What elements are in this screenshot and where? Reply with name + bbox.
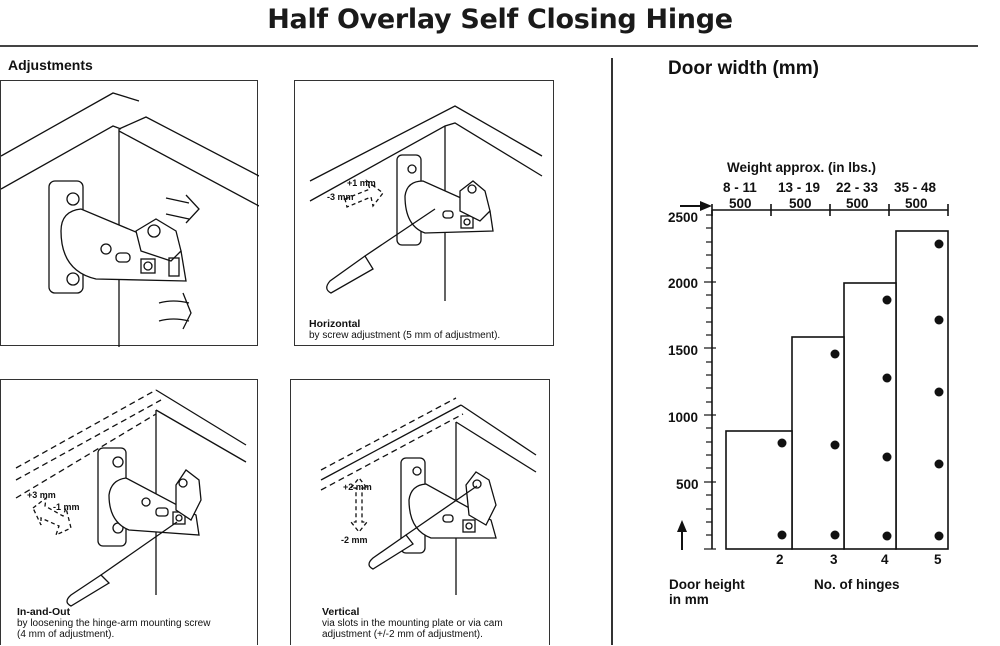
chart-title: Door width (mm) — [668, 58, 819, 79]
vertical-minus-label: -2 mm — [341, 535, 368, 545]
in-and-out-caption-title: In-and-Out — [17, 606, 71, 618]
weight-range-1: 8 - 11 — [723, 180, 757, 195]
weight-range-2: 13 - 19 — [778, 180, 821, 195]
y-tick-500: 500 — [676, 477, 699, 492]
x-axis-label: No. of hinges — [814, 577, 900, 592]
vertical-plus-label: +2 mm — [343, 482, 372, 492]
width-col-2: 500 — [789, 196, 812, 211]
weight-header: Weight approx. (in lbs.) — [727, 160, 877, 175]
y-axis-label — [669, 577, 745, 607]
y-tick-2500: 2500 — [668, 210, 699, 225]
weight-range-3: 22 - 33 — [836, 180, 879, 195]
y-axis-label-line1: Door height — [669, 577, 745, 592]
vertical-caption-line1: via slots in the mounting plate or via cam — [322, 618, 503, 629]
in-and-out-caption — [17, 607, 210, 640]
vertical-caption-title: Vertical — [322, 606, 360, 618]
in-and-out-caption-line1: by loosening the hinge-arm mounting screw — [17, 618, 211, 629]
right-arrow-icon — [680, 201, 712, 211]
vertical-caption — [322, 607, 503, 640]
width-col-1: 500 — [729, 196, 752, 211]
page-title: Half Overlay Self Closing Hinge — [267, 4, 733, 35]
horizontal-minus-label: -3 mm — [327, 192, 354, 202]
vertical-caption-line2: adjustment (+/-2 mm of adjustment). — [322, 629, 483, 640]
y-axis-label-line2: in mm — [669, 592, 709, 607]
hinge-chart — [620, 150, 1000, 570]
horizontal-caption-text: by screw adjustment (5 mm of adjustment). — [309, 330, 501, 341]
hinge-label-3: 3 — [830, 552, 838, 567]
horizontal-adjustment-illustration — [295, 81, 555, 347]
title-rule — [0, 45, 978, 47]
section-divider — [611, 58, 613, 645]
bar-4-hinges — [844, 283, 896, 549]
adjustments-heading: Adjustments — [8, 57, 93, 73]
in-and-out-plus-label: +3 mm — [27, 490, 56, 500]
in-and-out-minus-label: -1 mm — [53, 502, 80, 512]
adjustment-panel-overview — [0, 80, 258, 346]
horizontal-caption-title: Horizontal — [309, 318, 361, 330]
width-col-4: 500 — [905, 196, 928, 211]
hinge-label-2: 2 — [776, 552, 784, 567]
adjustment-panel-in-and-out — [0, 379, 258, 645]
y-axis-ticks — [704, 215, 716, 549]
weight-range-4: 35 - 48 — [894, 180, 937, 195]
hinge-label-4: 4 — [881, 552, 889, 567]
horizontal-plus-label: +1 mm — [347, 178, 376, 188]
hinge-overview-illustration — [1, 81, 259, 347]
y-tick-1000: 1000 — [668, 410, 699, 425]
in-and-out-caption-line2: (4 mm of adjustment). — [17, 629, 115, 640]
y-tick-2000: 2000 — [668, 276, 699, 291]
adjustment-panel-vertical — [290, 379, 550, 645]
adjustment-panel-horizontal — [294, 80, 554, 346]
width-col-3: 500 — [846, 196, 869, 211]
horizontal-caption — [309, 319, 500, 341]
y-tick-1500: 1500 — [668, 343, 699, 358]
up-arrow-icon — [677, 520, 687, 550]
hinge-label-5: 5 — [934, 552, 942, 567]
